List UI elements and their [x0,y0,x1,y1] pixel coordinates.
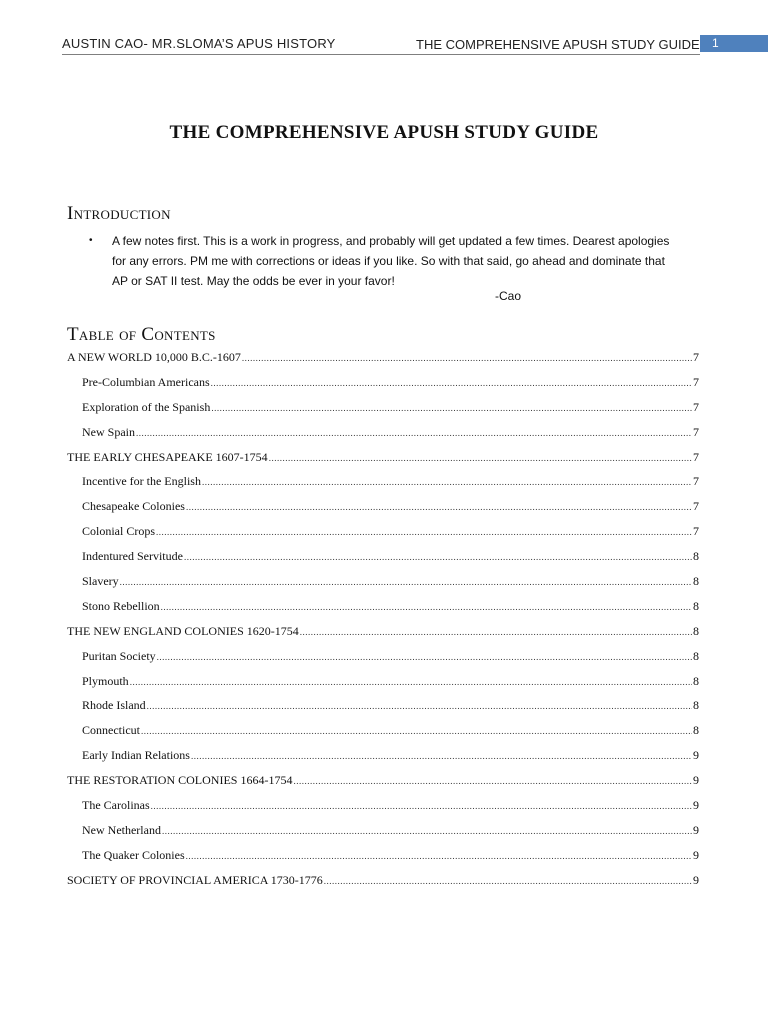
toc-dot-leader [136,428,692,438]
toc-entry-page: 7 [693,374,699,389]
toc-entry-label: Early Indian Relations [82,748,190,763]
toc-entry-page: 7 [693,524,699,539]
toc-entry-label: THE RESTORATION COLONIES 1664-1754 [67,773,293,788]
toc-entry-page: 9 [693,872,699,887]
toc-entry-page: 9 [693,822,699,837]
toc-entry-page: 8 [693,623,699,638]
toc-entry[interactable] [67,450,699,475]
toc-entry[interactable] [67,848,699,873]
toc-entry[interactable] [67,574,699,599]
toc-entry-page: 8 [693,698,699,713]
toc-entry[interactable] [67,773,699,798]
bullet-icon: • [89,235,93,246]
toc-dot-leader [120,577,692,587]
toc-entry-page: 9 [693,773,699,788]
toc-entry[interactable] [67,599,699,624]
page-number-badge: 1 [700,35,768,52]
toc-entry-label: Plymouth [82,673,129,688]
toc-entry-page: 9 [693,798,699,813]
toc-entry[interactable] [67,425,699,450]
toc-dot-leader [130,677,692,687]
toc-entry[interactable] [67,400,699,425]
toc-entry[interactable] [67,649,699,674]
toc-entry[interactable] [67,823,699,848]
toc-entry-label: Stono Rebellion [82,598,160,613]
toc-entry[interactable] [67,499,699,524]
toc-heading: Table of Contents [67,324,216,345]
toc-entry-label: Puritan Society [82,648,156,663]
toc-entry-page: 7 [693,499,699,514]
toc-entry-label: New Netherland [82,822,161,837]
toc-dot-leader [157,652,692,662]
introduction-heading: Introduction [67,203,171,224]
toc-entry-label: Rhode Island [82,698,146,713]
toc-entry[interactable] [67,624,699,649]
toc-entry[interactable] [67,524,699,549]
toc-dot-leader [151,801,692,811]
toc-entry-page: 8 [693,648,699,663]
header-author: AUSTIN CAO- MR.SLOMA’S APUS HISTORY [62,36,336,51]
toc-entry[interactable] [67,474,699,499]
toc-entry-page: 8 [693,574,699,589]
toc-entry-page: 7 [693,474,699,489]
toc-entry[interactable] [67,375,699,400]
toc-entry-label: Incentive for the English [82,474,201,489]
toc-entry-label: Chesapeake Colonies [82,499,185,514]
toc-dot-leader [186,502,692,512]
toc-entry-label: THE EARLY CHESAPEAKE 1607-1754 [67,449,268,464]
toc-entry-label: Slavery [82,574,119,589]
toc-dot-leader [186,851,692,861]
toc-entry-label: Indentured Servitude [82,549,183,564]
toc-entry[interactable] [67,350,699,375]
toc-entry[interactable] [67,674,699,699]
toc-dot-leader [242,353,692,363]
toc-entry-page: 9 [693,748,699,763]
toc-dot-leader [156,527,692,537]
toc-entry-label: Exploration of the Spanish [82,399,211,414]
toc-dot-leader [300,627,692,637]
introduction-signature: -Cao [495,289,522,303]
document-title: THE COMPREHENSIVE APUSH STUDY GUIDE [169,122,599,143]
header-title: THE COMPREHENSIVE APUSH STUDY GUIDE [416,37,700,52]
toc-dot-leader [161,602,692,612]
toc-entry[interactable] [67,698,699,723]
toc-dot-leader [324,876,692,886]
toc-entry-label: SOCIETY OF PROVINCIAL AMERICA 1730-1776 [67,872,323,887]
toc-entry-label: The Quaker Colonies [82,847,185,862]
toc-entry[interactable] [67,798,699,823]
toc-dot-leader [162,826,692,836]
toc-entry[interactable] [67,723,699,748]
toc-dot-leader [211,403,692,413]
toc-entry-page: 8 [693,598,699,613]
toc-entry-page: 7 [693,424,699,439]
toc-entry-label: Colonial Crops [82,524,156,539]
toc-entry[interactable] [67,549,699,574]
introduction-text: A few notes first. This is a work in progress, and probably will get updated a few times. Dearest apologies for any errors. PM me with corrections or ideas if you like. So with that said, go ahead and dominate that AP or SAT II test. May the odds be ever in your favor! [112,234,670,288]
toc-dot-leader [191,751,692,761]
toc-entry-page: 9 [693,847,699,862]
table-of-contents [67,350,699,898]
toc-dot-leader [211,378,692,388]
toc-entry-label: New Spain [82,424,135,439]
toc-entry[interactable] [67,873,699,898]
toc-dot-leader [269,453,692,463]
toc-entry-page: 8 [693,673,699,688]
toc-entry-page: 7 [693,449,699,464]
header-divider [62,54,700,55]
toc-dot-leader [141,726,692,736]
toc-entry-label: THE NEW ENGLAND COLONIES 1620-1754 [67,623,299,638]
toc-entry[interactable] [67,748,699,773]
toc-dot-leader [184,552,692,562]
toc-entry-label: The Carolinas [82,798,150,813]
toc-entry-page: 7 [693,399,699,414]
toc-entry-page: 8 [693,723,699,738]
toc-entry-page: 8 [693,549,699,564]
toc-entry-label: Pre-Columbian Americans [82,374,210,389]
toc-dot-leader [147,701,692,711]
toc-dot-leader [202,477,692,487]
toc-entry-label: A NEW WORLD 10,000 B.C.-1607 [67,350,241,364]
toc-dot-leader [293,776,692,786]
toc-entry-label: Connecticut [82,723,140,738]
toc-entry-page: 7 [693,350,699,364]
